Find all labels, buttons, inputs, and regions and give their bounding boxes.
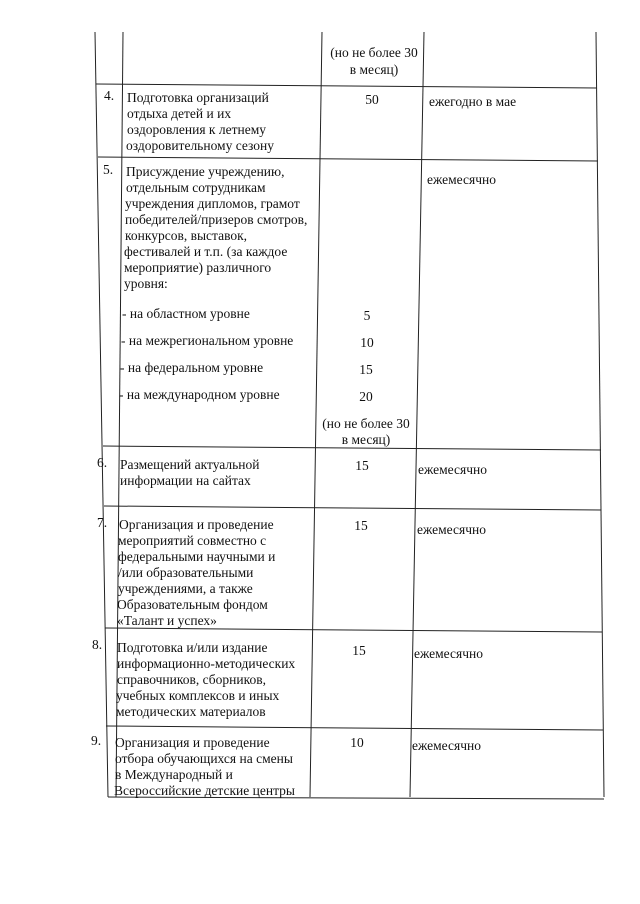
row-name-line: конкурсов, выставок, [125, 228, 248, 243]
row-name-line: федеральными научными и [118, 549, 276, 564]
level-value: 15 [359, 362, 373, 377]
row-number: 8. [92, 637, 103, 652]
row-name-line: учреждениями, а также [118, 581, 253, 596]
row-name-line: Подготовка организаций [127, 90, 269, 105]
row-period: ежемесячно [418, 462, 487, 477]
row-value-note-line-1: (но не более 30 [322, 416, 410, 431]
row-divider [106, 726, 603, 730]
row-value: 10 [350, 735, 364, 750]
level-value: 10 [360, 335, 374, 350]
row-name-line: отбора обучающихся на смены [115, 751, 293, 766]
row-name-line: Образовательным фондом [117, 597, 268, 612]
row-name-line: Размещений актуальной [120, 457, 260, 472]
row-number: 5. [103, 162, 114, 177]
level-value: 20 [359, 389, 373, 404]
row-name-line: учебных комплексов и иных [116, 688, 280, 703]
row-name-line: Всероссийские детские центры [114, 783, 295, 798]
row-number: 9. [91, 733, 102, 748]
level-label: - на федеральном уровне [120, 360, 264, 375]
row-value: 15 [354, 518, 368, 533]
row-value-note-line-2: в месяц) [341, 432, 391, 447]
column-divider-name [310, 32, 322, 797]
row-name-line: Организация и проведение [115, 735, 270, 750]
level-value: 5 [363, 308, 371, 323]
row-name-line: фестивалей и т.п. (за каждое [124, 244, 288, 259]
row-name-line: уровня: [124, 276, 168, 291]
row-period: ежемесячно [412, 738, 481, 753]
row-name-line: мероприятий совместно с [118, 533, 267, 548]
row-number: 6. [97, 455, 108, 470]
row-name-line: победителей/призеров смотров, [125, 212, 308, 227]
row-name-line: оздоровления к летнему [127, 122, 266, 137]
table-border-right [596, 32, 604, 797]
row-number: 4. [104, 88, 115, 103]
row-value: 15 [355, 458, 369, 473]
row-name-line: справочников, сборников, [117, 672, 266, 687]
row-name-line: /или образовательными [118, 565, 254, 580]
row-name-line: мероприятие) различного [124, 260, 272, 275]
level-label: - на межрегиональном уровне [121, 333, 294, 348]
row-number: 7. [97, 515, 108, 530]
row-value: 15 [352, 643, 366, 658]
level-label: - на областном уровне [122, 306, 250, 321]
row-name-line: отдыха детей и их [127, 106, 232, 121]
row-value: 50 [365, 92, 379, 107]
row-divider [96, 84, 597, 88]
row-name-line: оздоровительному сезону [126, 138, 275, 153]
top-value-note-line-2: в месяц) [349, 62, 399, 77]
row-name-line: информационно-методических [117, 656, 296, 671]
row-name-line: Подготовка и/или издание [117, 640, 268, 655]
row-name-line: учреждения дипломов, грамот [125, 196, 300, 211]
row-name-line: Организация и проведение [119, 517, 274, 532]
row-name-line: «Талант и успех» [117, 613, 217, 628]
row-name-line: Присуждение учреждению, [126, 164, 285, 179]
row-name-line: в Международный и [115, 767, 233, 782]
row-period: ежемесячно [417, 522, 486, 537]
top-value-note-line-1: (но не более 30 [330, 45, 418, 60]
row-name-line: информации на сайтах [120, 473, 251, 488]
row-name-line: методических материалов [116, 704, 266, 719]
table-border-left [95, 32, 108, 797]
row-name-line: отдельным сотрудникам [126, 180, 266, 195]
row-period: ежемесячно [414, 646, 483, 661]
column-divider-value [410, 32, 424, 797]
row-period: ежегодно в мае [429, 94, 517, 109]
row-divider [98, 157, 598, 161]
row-divider [104, 506, 601, 510]
row-period: ежемесячно [427, 172, 496, 187]
level-label: - на международном уровне [119, 387, 280, 402]
